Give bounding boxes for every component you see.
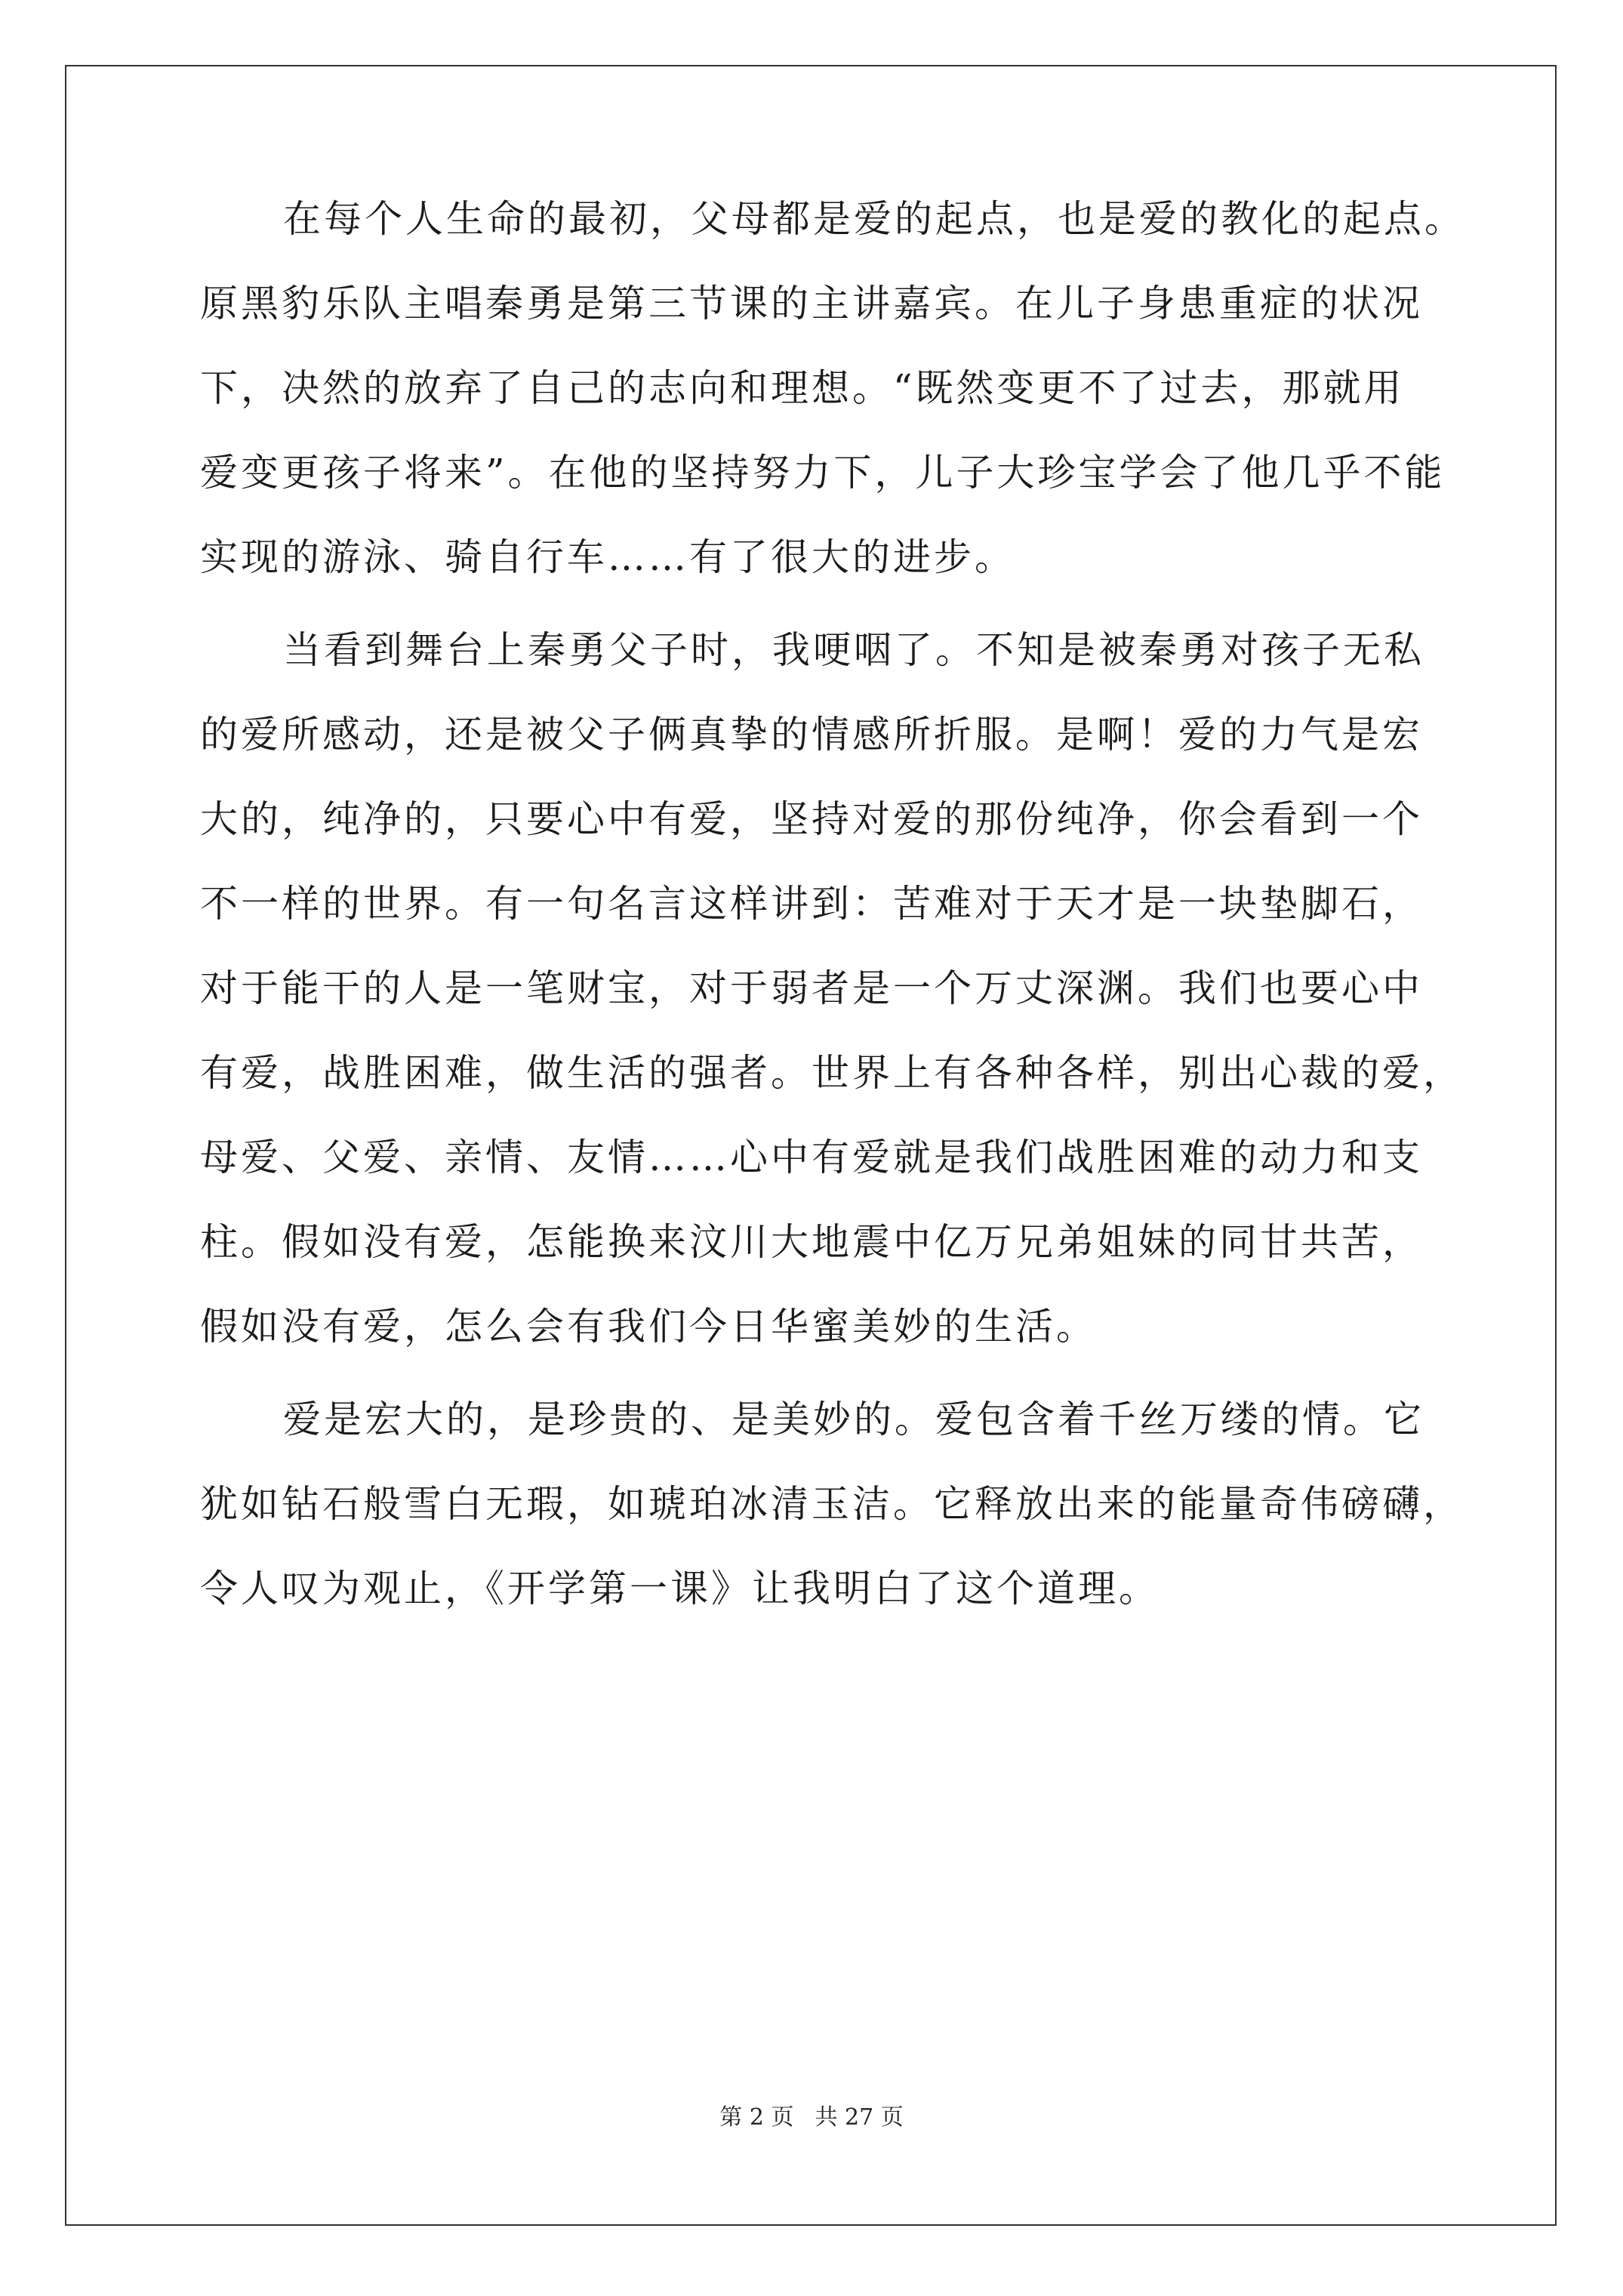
text-line: 假如没有爱，怎么会有我们今日华蜜美妙的生活。 — [200, 1305, 1097, 1348]
text-line: 下，决然的放弃了自己的志向和理想。“既然变更不了过去，那就用 — [200, 366, 1405, 410]
text-line: 在每个人生命的最初，父母都是爱的起点，也是爱的教化的起点。 — [283, 197, 1465, 241]
text-line: 令人叹为观止，《开学第一课》让我明白了这个道理。 — [200, 1567, 1160, 1610]
text-line: 大的，纯净的，只要心中有爱，坚持对爱的那份纯净，你会看到一个 — [200, 797, 1423, 841]
text-line: 母爱、父爱、亲情、友情……心中有爱就是我们战胜困难的动力和支 — [200, 1136, 1423, 1179]
text-line: 当看到舞台上秦勇父子时，我哽咽了。不知是被秦勇对孩子无私 — [283, 628, 1424, 672]
text-line: 对于能干的人是一笔财宝，对于弱者是一个万丈深渊。我们也要心中 — [200, 966, 1423, 1010]
page-number: 第 2 页 — [719, 2104, 794, 2131]
text-line: 实现的游泳、骑自行车……有了很大的进步。 — [200, 535, 1015, 579]
text-line: 犹如钻石般雪白无瑕，如琥珀冰清玉洁。它释放出来的能量奇伟磅礴， — [200, 1482, 1464, 1526]
text-line: 的爱所感动，还是被父子俩真挚的情感所折服。是啊！爱的力气是宏 — [200, 713, 1423, 757]
page-total: 共 27 页 — [815, 2104, 904, 2131]
page-footer — [0, 2103, 1623, 2133]
text-line: 有爱，战胜困难，做生活的强者。世界上有各种各样，别出心裁的爱， — [200, 1051, 1464, 1095]
text-line: 爱变更孩子将来”。在他的坚持努力下，儿子大珍宝学会了他几乎不能 — [200, 451, 1446, 495]
text-line: 爱是宏大的，是珍贵的、是美妙的。爱包含着千丝万缕的情。它 — [283, 1398, 1424, 1441]
text-line: 不一样的世界。有一句名言这样讲到：苦难对于天才是一块垫脚石， — [200, 882, 1423, 926]
text-line: 原黑豹乐队主唱秦勇是第三节课的主讲嘉宾。在儿子身患重症的状况 — [200, 282, 1423, 325]
text-line: 柱。假如没有爱，怎能换来汶川大地震中亿万兄弟姐妹的同甘共苦， — [200, 1220, 1423, 1264]
